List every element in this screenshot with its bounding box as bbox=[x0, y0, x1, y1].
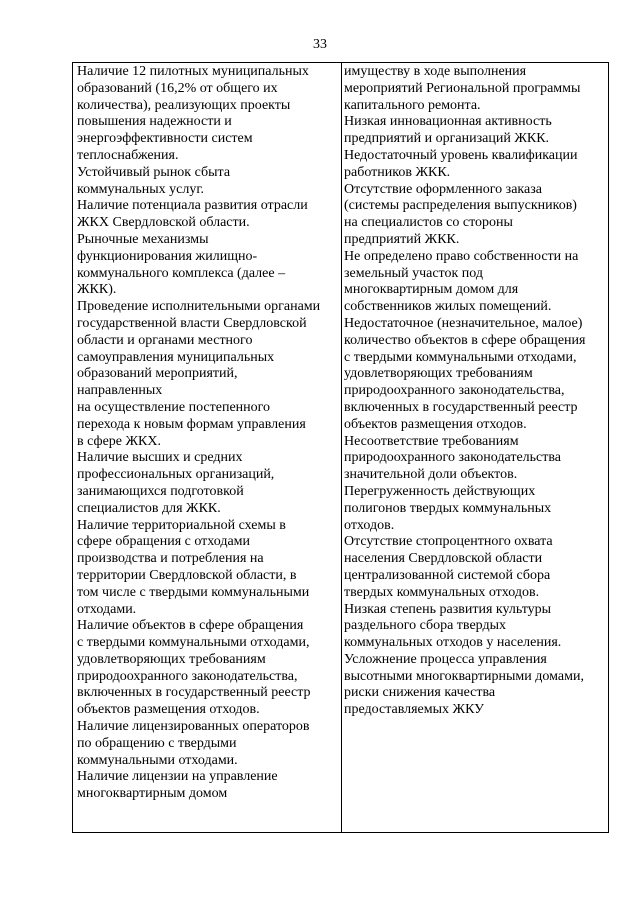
right-column-line: значительной доли объектов. bbox=[344, 467, 518, 483]
left-column-line: в сфере ЖКХ. bbox=[77, 433, 161, 449]
right-column-line: имуществу в ходе выполнения bbox=[344, 64, 527, 79]
left-column-line: функционирования жилищно- bbox=[77, 248, 258, 264]
right-column-line: земельный участок под bbox=[344, 265, 483, 281]
page-number: 33 bbox=[313, 37, 327, 52]
right-column-line: высотными многоквартирными домами, bbox=[344, 668, 584, 684]
left-column-line: отходами. bbox=[77, 601, 137, 617]
right-column-line: Отсутствие оформленного заказа bbox=[344, 181, 542, 197]
left-column-line: природоохранного законодательства, bbox=[77, 668, 298, 684]
right-column-line: Недостаточное (незначительное, малое) bbox=[344, 315, 583, 331]
left-column-line: направленных bbox=[77, 383, 163, 399]
left-column-line: занимающихся подготовкой bbox=[77, 483, 244, 499]
left-column-line: коммунальных услуг. bbox=[77, 181, 205, 197]
left-column-line: включенных в государственный реестр bbox=[77, 685, 311, 701]
right-column-line: на специалистов со стороны bbox=[344, 215, 513, 231]
right-column-line: раздельного сбора твердых bbox=[344, 618, 507, 634]
right-column-line: капитального ремонта. bbox=[344, 97, 481, 113]
left-column-line: количества), реализующих проекты bbox=[77, 97, 291, 113]
right-column-line: Не определено право собственности на bbox=[344, 248, 579, 264]
right-column-line: мероприятий Региональной программы bbox=[344, 80, 581, 96]
left-column-line: специалистов для ЖКК. bbox=[77, 500, 221, 516]
left-column-line: коммунальными отходами. bbox=[77, 752, 238, 768]
right-column-line: удовлетворяющих требованиям bbox=[344, 366, 533, 382]
right-column-line: централизованной системой сбора bbox=[344, 567, 551, 583]
left-column-line: объектов размещения отходов. bbox=[77, 702, 260, 718]
left-column-line: повышения надежности и bbox=[77, 114, 232, 130]
right-column-line: природоохранного законодательства, bbox=[344, 383, 565, 399]
left-column-line: территории Свердловской области, в bbox=[77, 567, 297, 583]
right-column-line: предприятий и организаций ЖКК. bbox=[344, 131, 550, 147]
right-column-line: количество объектов в сфере обращения bbox=[344, 332, 586, 348]
left-column-line: коммунального комплекса (далее – bbox=[77, 265, 286, 281]
left-column-line: сфере обращения с отходами bbox=[77, 534, 251, 550]
right-column-line: предоставляемых ЖКУ bbox=[344, 702, 485, 718]
left-column-line: профессиональных организаций, bbox=[77, 467, 275, 483]
right-column-line: твердых коммунальных отходов. bbox=[344, 584, 540, 600]
left-column-line: теплоснабжения. bbox=[77, 147, 179, 163]
left-column-line: образований (16,2% от общего их bbox=[77, 80, 278, 96]
right-column-line: природоохранного законодательства bbox=[344, 450, 562, 466]
right-column-line: коммунальных отходов у населения. bbox=[344, 635, 562, 651]
left-column-line: Устойчивый рынок сбыта bbox=[77, 164, 231, 180]
left-column-line: государственной власти Свердловской bbox=[77, 315, 307, 331]
weaknesses-column bbox=[342, 63, 608, 832]
left-column-line: по обращению с твердыми bbox=[77, 735, 237, 751]
right-column-line: риски снижения качества bbox=[344, 685, 496, 701]
left-column-line: Наличие лицензированных операторов bbox=[77, 719, 310, 735]
right-column-line: Несоответствие требованиям bbox=[344, 433, 519, 449]
left-column-line: энергоэффективности систем bbox=[77, 131, 253, 147]
left-column-line: производства и потребления на bbox=[77, 551, 264, 567]
strengths-column bbox=[73, 63, 342, 832]
right-column-line: отходов. bbox=[344, 517, 395, 533]
right-column-line: включенных в государственный реестр bbox=[344, 399, 578, 415]
right-column-line: предприятий ЖКК. bbox=[344, 231, 460, 247]
right-column-line: полигонов твердых коммунальных bbox=[344, 500, 552, 516]
left-column-line: образований мероприятий, bbox=[77, 366, 238, 382]
left-column-line: области и органами местного bbox=[77, 332, 253, 348]
left-column-line: Наличие территориальной схемы в bbox=[77, 517, 286, 533]
right-column-line: Перегруженность действующих bbox=[344, 483, 536, 499]
left-column-line: Наличие высших и средних bbox=[77, 450, 243, 466]
right-column-line: населения Свердловской области bbox=[344, 551, 543, 567]
left-column-line: перехода к новым формам управления bbox=[77, 416, 306, 432]
left-column-line: Наличие лицензии на управление bbox=[77, 769, 278, 785]
left-column-line: Проведение исполнительными органами bbox=[77, 299, 321, 315]
left-column-line: многоквартирным домом bbox=[77, 786, 228, 802]
left-column-line: на осуществление постепенного bbox=[77, 399, 271, 415]
left-column-line: Наличие потенциала развития отрасли bbox=[77, 198, 308, 214]
left-column-line: ЖКХ Свердловской области. bbox=[77, 215, 250, 231]
right-column-line: собственников жилых помещений. bbox=[344, 299, 552, 315]
left-column-line: Наличие объектов в сфере обращения bbox=[77, 618, 304, 634]
left-column-line: Наличие 12 пилотных муниципальных bbox=[77, 64, 309, 79]
left-column-line: ЖКК). bbox=[77, 282, 117, 298]
left-column-line: том числе с твердыми коммунальными bbox=[77, 584, 310, 600]
right-column-line: объектов размещения отходов. bbox=[344, 416, 527, 432]
right-column-line: Недостаточный уровень квалификации bbox=[344, 147, 578, 163]
right-column-line: Отсутствие стопроцентного охвата bbox=[344, 534, 553, 550]
right-column-line: (системы распределения выпускников) bbox=[344, 198, 577, 214]
right-column-line: Низкая степень развития культуры bbox=[344, 601, 552, 617]
right-column-line: с твердыми коммунальными отходами, bbox=[344, 349, 577, 365]
right-column-line: многоквартирным домом для bbox=[344, 282, 519, 298]
left-column-line: Рыночные механизмы bbox=[77, 231, 209, 247]
right-column-line: работников ЖКК. bbox=[344, 164, 451, 180]
right-column-line: Низкая инновационная активность bbox=[344, 114, 552, 130]
swot-table bbox=[72, 62, 609, 833]
left-column-line: с твердыми коммунальными отходами, bbox=[77, 635, 310, 651]
right-column-line: Усложнение процесса управления bbox=[344, 651, 547, 667]
left-column-line: самоуправления муниципальных bbox=[77, 349, 275, 365]
left-column-line: удовлетворяющих требованиям bbox=[77, 651, 266, 667]
